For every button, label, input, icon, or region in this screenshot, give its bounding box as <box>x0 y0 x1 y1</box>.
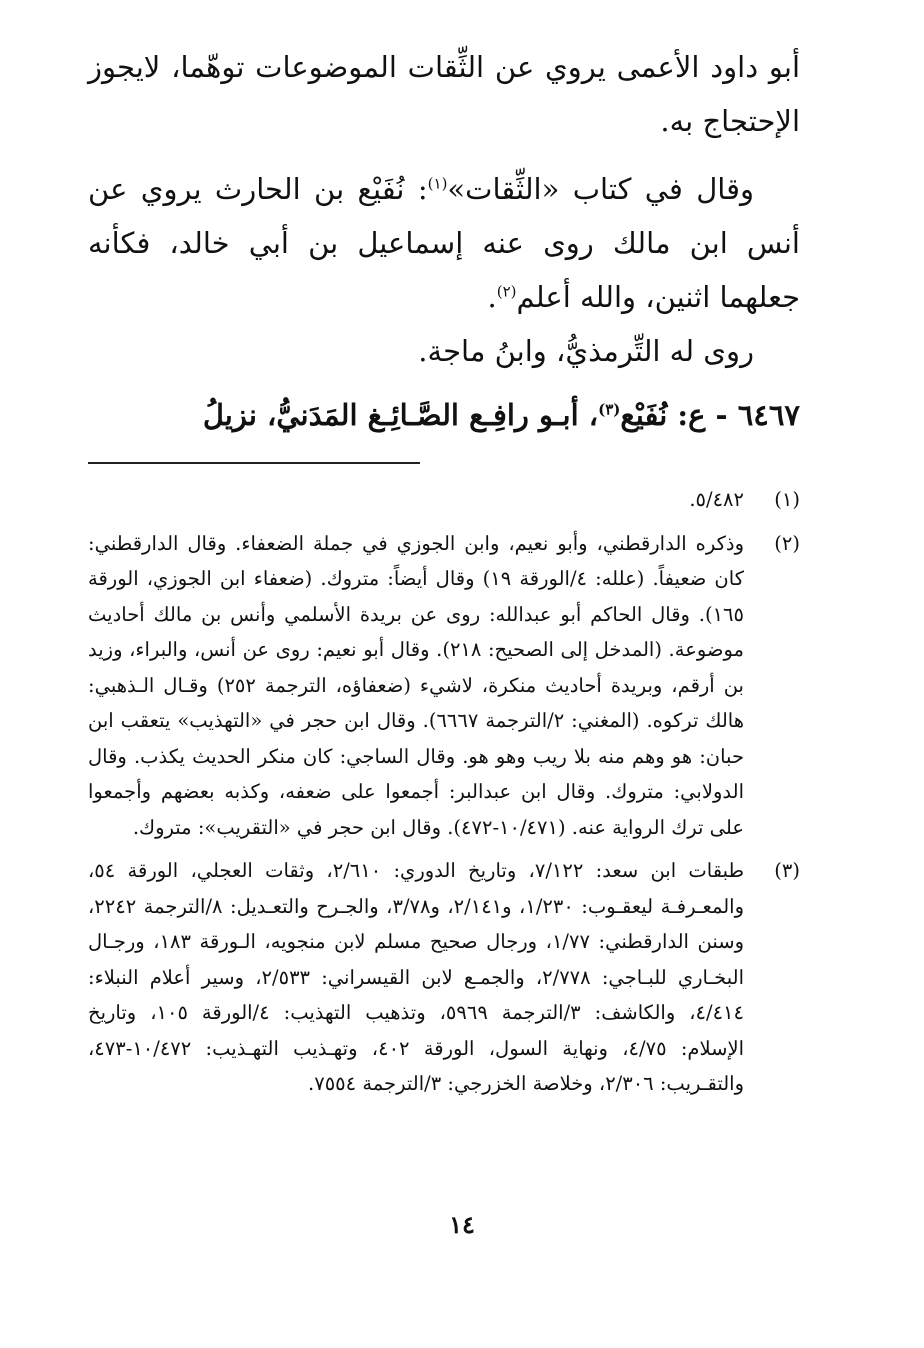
footnote-ref-3[interactable]: (٣) <box>598 400 621 419</box>
paragraph-2-part-1: وقال في كتاب «الثِّقات» <box>447 172 754 206</box>
main-text <box>88 40 800 442</box>
entry-rest: ، أبـو رافِـع الصَّـائِـغ المَدَنيُّ، نزيلُ <box>202 398 599 432</box>
paragraph-2 <box>88 162 800 324</box>
entry-number: ٦٤٦٧ <box>737 398 800 432</box>
footnotes <box>88 482 800 1102</box>
entry-name: نُفَيْع <box>620 398 668 432</box>
footnote-text: طبقات ابن سعد: ٧/١٢٢، وتاريخ الدوري: ٢/٦١٠، وثقات العجلي، الورقة ٥٤، والمعـرفـة ليعقـوب: ١/٢٣٠، و٢/١٤١، و٣/٧٨، والجـرح والتعـديل: ٨/الترجمة ٢٢٤٢، وسنن الدارقطني: ١/٧٧، ورجال صحيح مسلم لابن منجويه، الـورقة ١٨٣، ورجـال البخـاري للبـاجي: ٢/٧٧٨، والجمـع لابن القيسراني: ٢/٥٣٣، وسير أعلام النبلاء: ٤/٤١٤، والكاشف: ٣/الترجمة ٥٩٦٩، وتذهيب التهذيب: ٤/الورقة ١٠٥، وتاريخ الإسلام: ٤/٧٥، ونهاية السول، الورقة ٤٠٢، وتهـذيب التهـذيب: ١٠/٤٧٢-٤٧٣، والتقـريب: ٢/٣٠٦، وخلاصة الخزرجي: ٣/الترجمة ٧٥٥٤. <box>88 859 745 1095</box>
entry-heading <box>88 388 800 442</box>
footnote-number: (٢) <box>774 531 800 555</box>
footnote-number: (٣) <box>774 859 800 882</box>
footnote-ref-2[interactable]: (٢) <box>496 282 517 301</box>
footnote-text: وذكره الدارقطني، وأبو نعيم، وابن الجوزي في جملة الضعفاء. وقال الدارقطني: كان ضعيفاً. (علله: ٤/الورقة ١٩) وقال أيضاً: متروك. (ضعفاء ابن الجوزي، الورقة ١٦٥). وقال الحاكم أبو عبدالله: روى عن بريدة الأسلمي وأنس بن مالك أحاديث موضوعة. (المدخل إلى الصحيح: ٢١٨). وقال أبو نعيم: روى عن أنس، والبراء، وزيد بن أرقم، وبريدة أحاديث منكرة، لاشيء (ضعفاؤه، الترجمة ٢٥٢) وقـال الـذهبي: هالك تركوه. (المغني: ٢/الترجمة ٦٦٦٧). وقال ابن حجر في «التهذيب» يتعقب ابن حبان: هو وهم منه بلا ريب وهو هو. وقال الساجي: كان منكر الحديث يكذب. وقال الدولابي: متروك. وقال ابن عبدالبر: أجمعوا على ضعفه، وكذبه بعضهم وأجمعوا على ترك الرواية عنه. (١٠/٤٧١-٤٧٢). وقال ابن حجر في «التقريب»: متروك. <box>88 531 744 839</box>
entry-code: - ع: <box>677 398 728 432</box>
footnote-separator <box>88 462 420 464</box>
paragraph-2-part-2: : نُفَيْع بن الحارث يروي عن أنس ابن مالك روى عنه إسماعيل بن أبي خالد، فكأنه جعلهما اثنين، والله أعلم <box>88 172 800 314</box>
document-page <box>88 40 800 1110</box>
paragraph-2-end: . <box>487 280 497 314</box>
paragraph-1: أبو داود الأعمى يروي عن الثِّقات الموضوعات توهّما، لايجوز الإحتجاج به. <box>88 50 800 138</box>
footnote-ref-1[interactable]: (١) <box>427 174 448 193</box>
footnote-number: (١) <box>774 488 800 511</box>
footnote-3 <box>88 853 800 1102</box>
footnote-2 <box>88 526 800 846</box>
page-number: ١٤ <box>449 1210 475 1239</box>
footnote-text: ٥/٤٨٢. <box>689 488 744 511</box>
footnote-1 <box>88 482 800 518</box>
paragraph-3: روى له التِّرمذيُّ، وابنُ ماجة. <box>418 334 754 368</box>
